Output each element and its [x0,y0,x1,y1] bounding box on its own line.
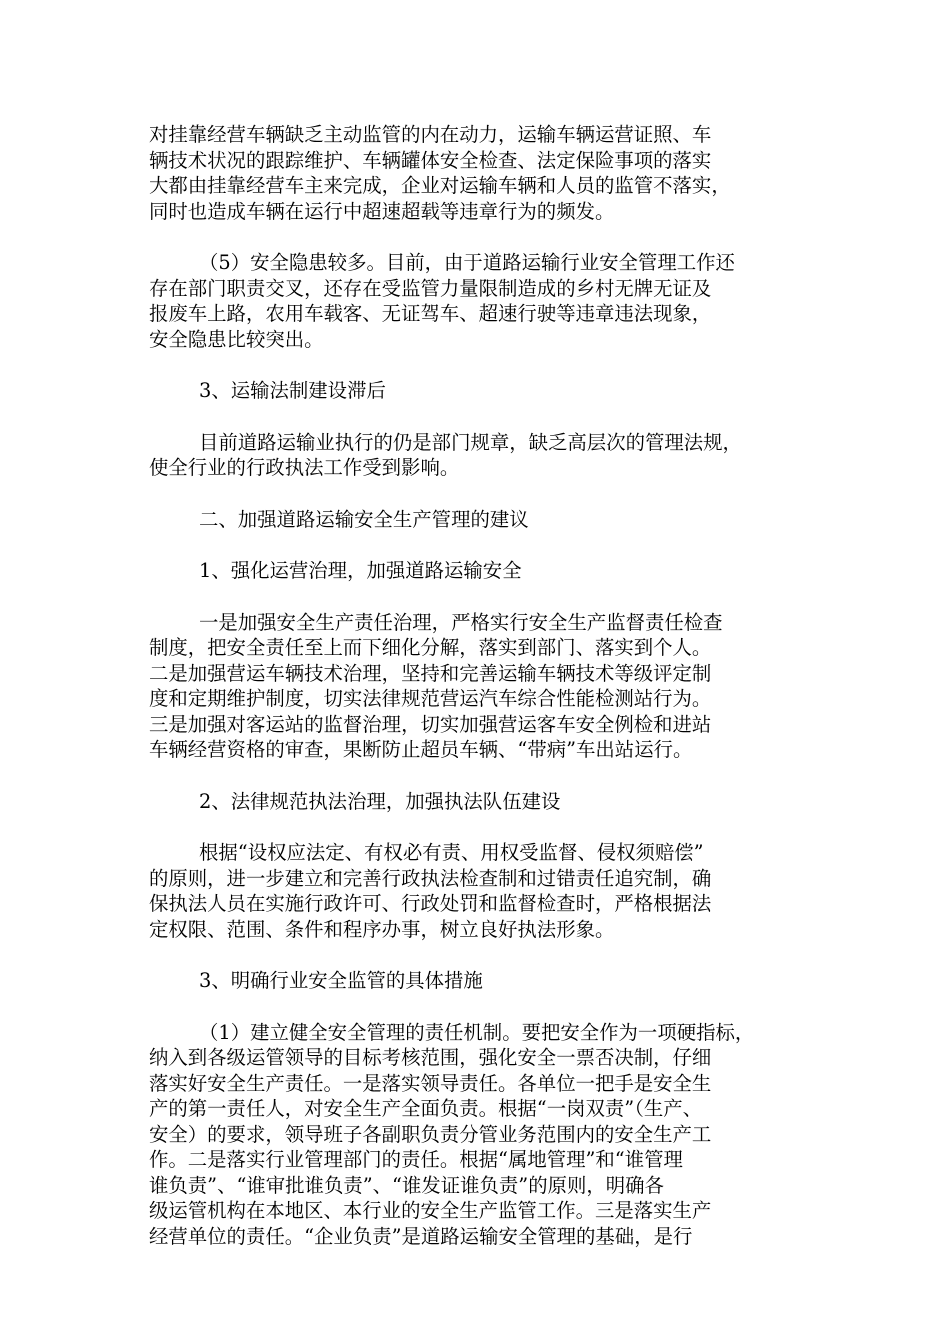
text-line: （1）建立健全安全管理的责任机制。要把安全作为一项硬指标， [199,1020,755,1044]
text-line: 一是加强安全生产责任治理，严格实行安全生产监督责任检查 [199,610,723,634]
text-line: 三是加强对客运站的监督治理，切实加强营运客车安全例检和进站 [149,712,712,736]
text-line: 级运管机构在本地区、本行业的安全生产监管工作。三是落实生产 [149,1199,712,1222]
section-heading [149,378,809,404]
paragraph-spacer [149,224,809,250]
paragraph [149,122,809,224]
heading-text: 2、法律规范执法治理，加强执法队伍建设 [199,789,561,813]
paragraph-spacer [149,352,809,378]
paragraph [149,250,809,352]
paragraph-spacer [149,763,809,789]
paragraph-spacer [149,814,809,840]
text-line: 安全隐患比较突出。 [149,327,324,351]
paragraph-spacer [149,532,809,558]
section-heading [149,968,809,994]
paragraph [149,610,809,763]
text-line: 同时也造成车辆在运行中超速超载等违章行为的频发。 [149,199,615,223]
text-line: 度和定期维护制度，切实法律规范营运汽车综合性能检测站行为。 [149,687,712,710]
text-line: 产的第一责任人，对安全生产全面负责。根据“一岗双责”（生产、 [149,1097,703,1120]
paragraph-spacer [149,584,809,610]
text-line: 保执法人员在实施行政许可、行政处罚和监督检查时，严格根据法 [149,892,712,915]
text-line: 对挂靠经营车辆缺乏主动监管的内在动力，运输车辆运营证照、车 [149,123,712,146]
paragraph-spacer [149,404,809,430]
section-heading [149,558,809,584]
text-line: 存在部门职责交叉，还存在受监管力量限制造成的乡村无牌无证及 [149,276,712,300]
text-line: 车辆经营资格的审查，果断防止超员车辆、“带病”车出站运行。 [149,738,693,761]
text-line: 安全）的要求，领导班子各副职负责分管业务范围内的安全生产工 [149,1122,712,1146]
heading-text: 3、运输法制建设滞后 [199,379,386,402]
text-line: 根据“设权应法定、有权必有责、用权受监督、侵权须赔偿” [199,841,704,864]
text-line: 二是加强营运车辆技术治理，坚持和完善运输车辆技术等级评定制 [149,661,712,685]
text-line: 使全行业的行政执法工作受到影响。 [149,456,460,479]
text-line: 的原则，进一步建立和完善行政执法检查制和过错责任追究制，确 [149,866,712,890]
text-line: （5）安全隐患较多。目前，由于道路运输行业安全管理工作还 [199,251,735,274]
text-line: 辆技术状况的跟踪维护、车辆罐体安全检查、法定保险事项的落实 [149,148,712,172]
paragraph [149,840,809,942]
text-line: 纳入到各级运管领导的目标考核范围，强化安全一票否决制，仔细 [149,1046,712,1069]
paragraph-spacer [149,994,809,1020]
text-line: 报废车上路，农用车载客、无证驾车、超速行驶等违章违法现象， [149,302,712,325]
paragraph-spacer [149,481,809,507]
text-line: 作。二是落实行业管理部门的责任。根据“属地管理”和“谁管理 [149,1148,683,1171]
text-line: 大都由挂靠经营车主来完成，企业对运输车辆和人员的监管不落实， [149,174,731,197]
section-heading [149,789,809,815]
heading-text: 1、强化运营治理，加强道路运输安全 [199,559,522,582]
paragraph-spacer [149,942,809,968]
text-line: 落实好安全生产责任。一是落实领导责任。各单位一把手是安全生 [149,1071,712,1095]
text-line: 谁负责”、“谁审批谁负责”、“谁发证谁负责”的原则，明确各 [149,1173,664,1197]
text-line: 制度，把安全责任至上而下细化分解，落实到部门、落实到个人。 [149,636,712,659]
text-line: 目前道路运输业执行的仍是部门规章，缺乏高层次的管理法规， [199,430,742,454]
text-line: 经营单位的责任。“企业负责”是道路运输安全管理的基础，是行 [149,1224,693,1248]
heading-text: 3、明确行业安全监管的具体措施 [199,969,483,992]
text-line: 定权限、范围、条件和程序办事，树立良好执法形象。 [149,917,615,941]
document-body [149,122,809,1249]
paragraph [149,430,809,481]
heading-text: 二、加强道路运输安全生产管理的建议 [199,507,529,531]
section-heading [149,507,809,533]
paragraph [149,1020,809,1250]
